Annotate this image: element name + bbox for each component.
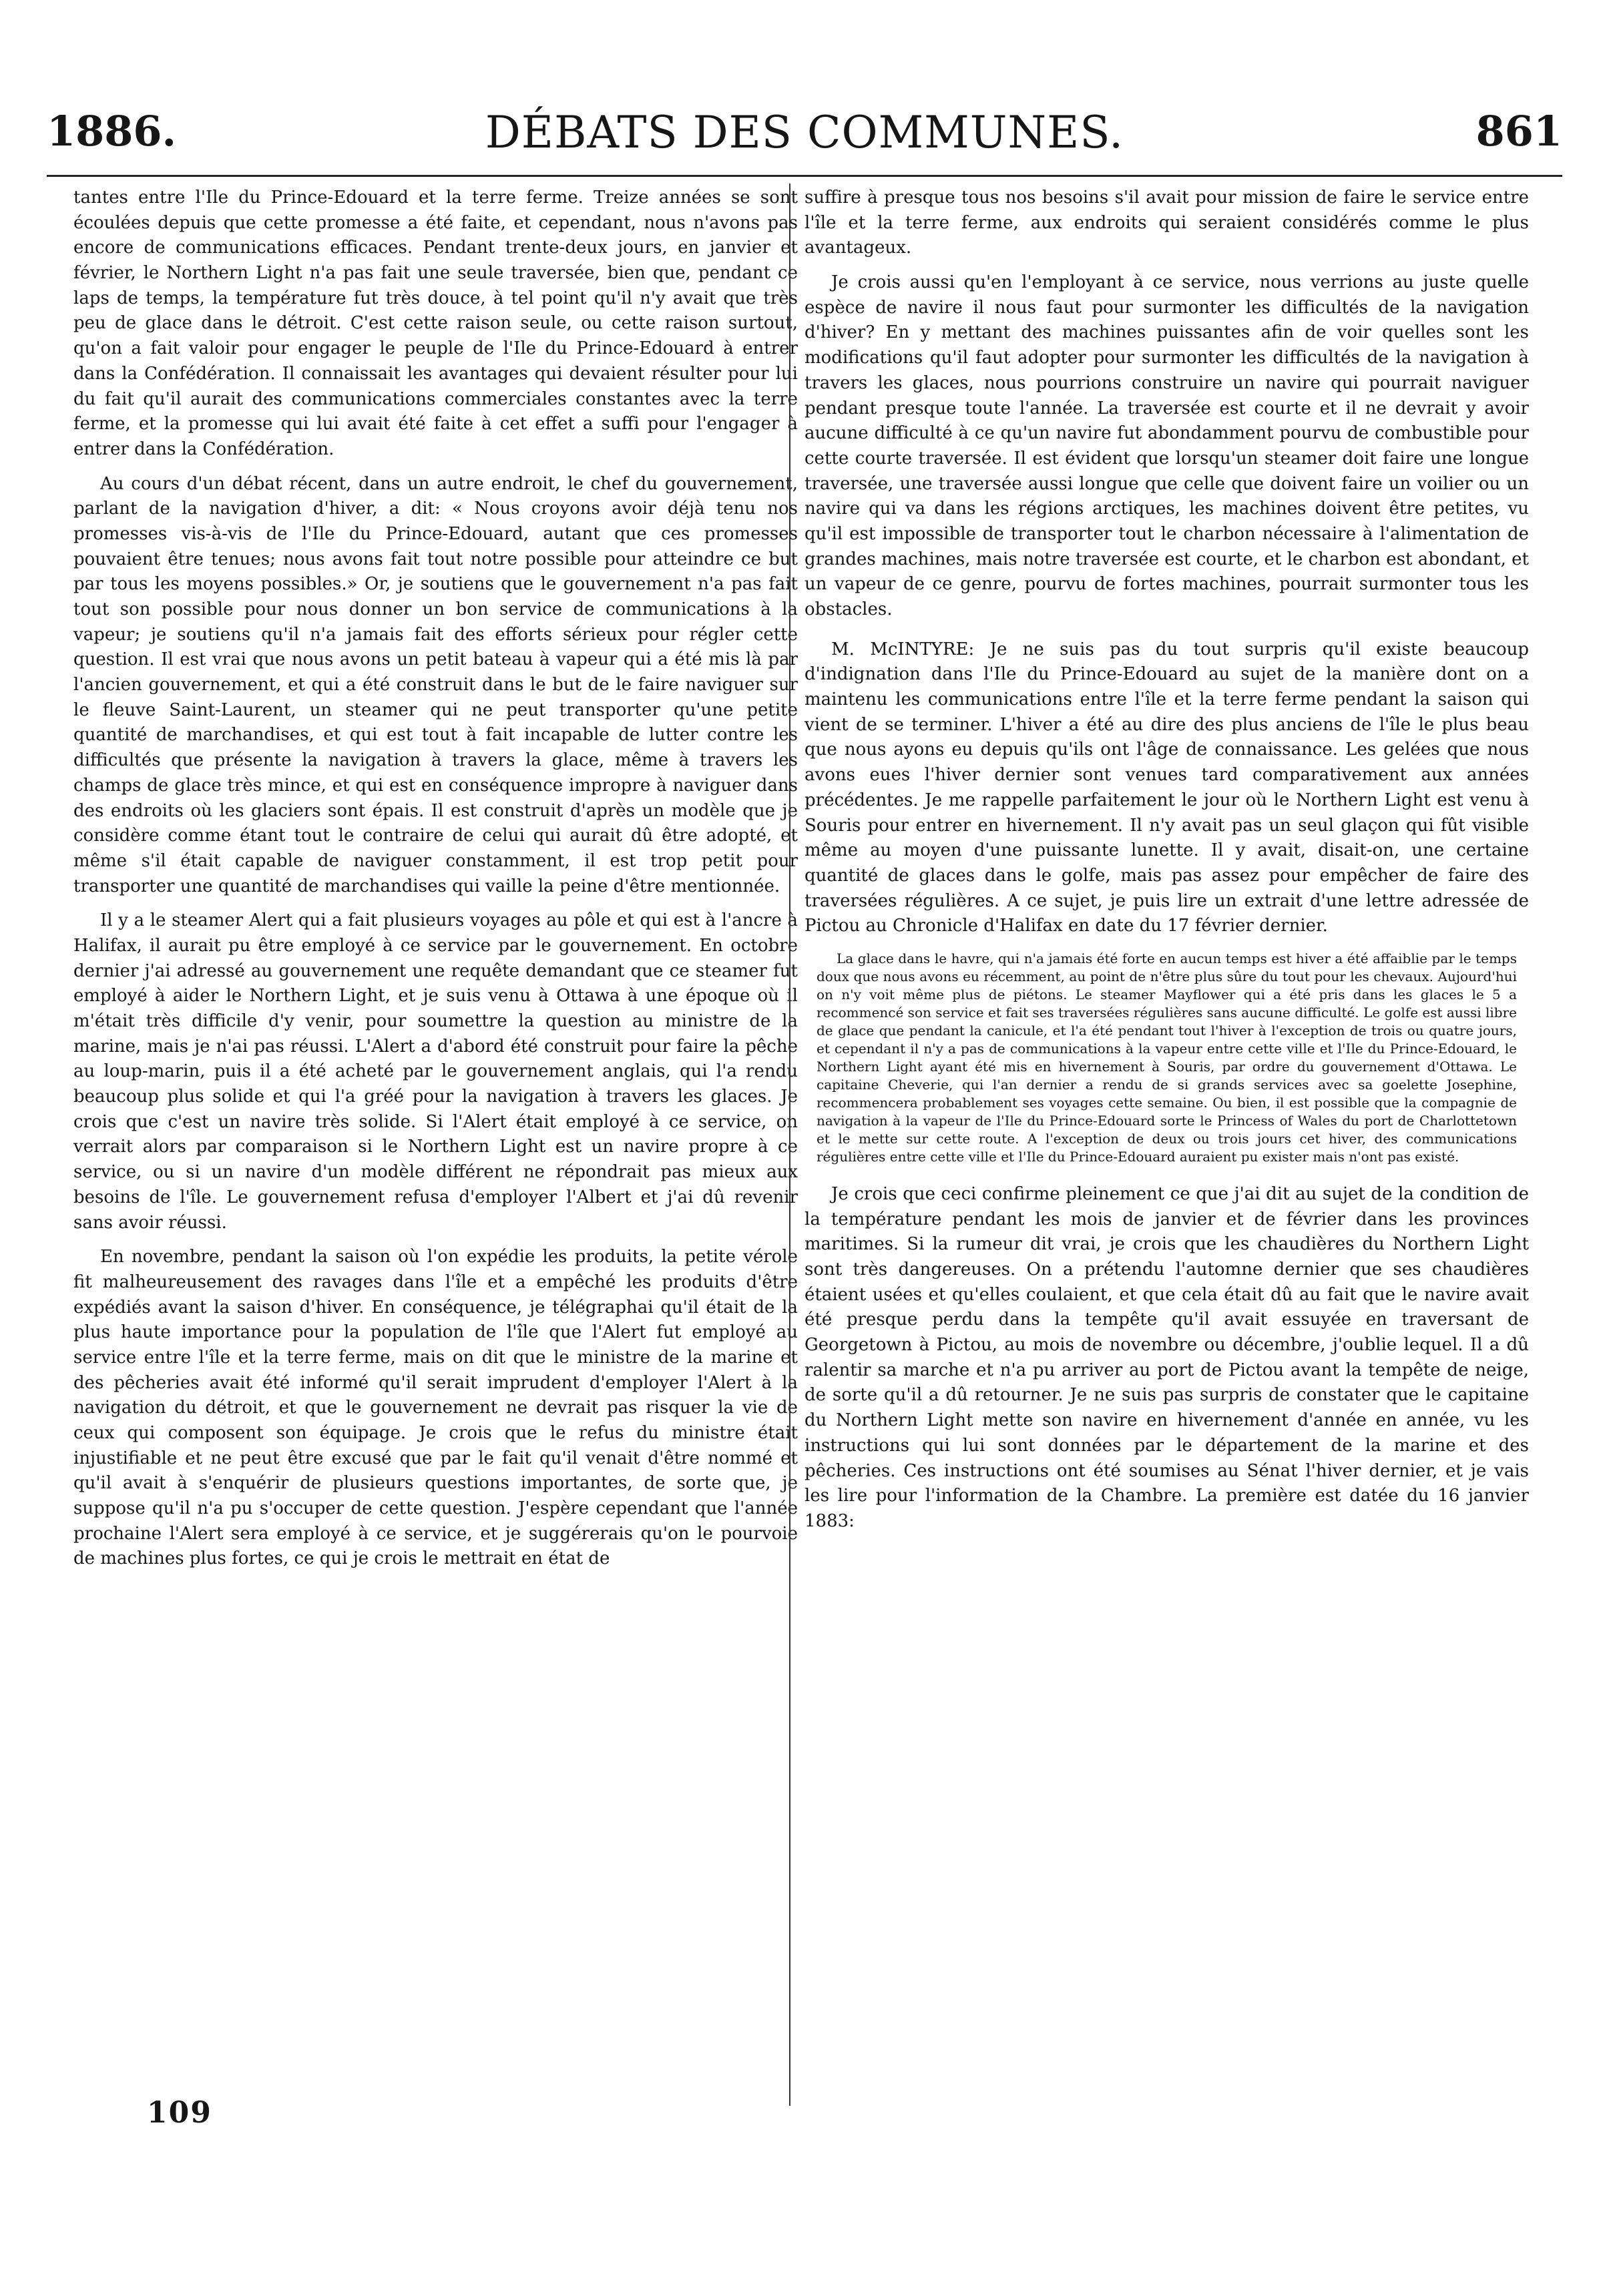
header-rule [47, 175, 1562, 177]
page-number: 861 [1475, 107, 1562, 156]
left-paragraph: En novembre, pendant la saison où l'on expédie les produits, la petite vérole fit malheureusement des ravages dans l'île et a empêché les produits d'être expédiés avant la saison d'hiver. En conséquence, je télégraphai qu'il était de la plus haute importance pour la population de l'île que l'Alert fut employé au service entre l'île et la terre ferme, mais on dit que le ministre de la marine et des pêcheries avait été informé qu'il serait imprudent d'employer l'Alert à la navigation du détroit, et que le gouvernement ne devrait pas risquer la vie de ceux qui composent son équipage. Je crois que le refus du ministre était injustifiable et ne peut être excusé que par le fait qu'il venait d'être nommé et qu'il avait à s'enquérir de plusieurs questions importantes, de sorte que, je suppose qu'il n'a pu s'occuper de cette question. J'espère cependant que l'année prochaine l'Alert sera employé à ce service, et je suggérerais qu'on le pourvoie de machines plus fortes, ce qui je crois le mettrait en état de [73, 1247, 798, 1569]
header-year: 1886. [47, 107, 177, 156]
right-paragraph: Je crois aussi qu'en l'employant à ce service, nous verrions au juste quelle espèce de navire il nous faut pour surmonter les difficultés de la navigation d'hiver? En y mettant des machines puissantes afin de voir quelles sont les modifications qu'il faut adopter pour surmonter les difficultés de la navigation à travers les glaces, nous pourrions construire un navire qui pourrait naviguer pendant presque toute l'année. La traversée est courte et il ne devrait y avoir aucune difficulté à ce qu'un navire fut abondamment pourvu de combustible pour cette courte traversée. Il est évident que lorsqu'un steamer doit faire une longue traversée, une traversée aussi longue que celle que doivent faire un voilier ou un navire qui va dans les régions arctiques, les machines doivent être petites, vu qu'il est impossible de transporter tout le charbon nécessaire à l'alimentation de grandes machines, mais notre traversée est courte, et le charbon est abondant, et un vapeur de ce genre, pourvu de fortes machines, pourrait surmonter tous les obstacles. [804, 272, 1529, 619]
left-paragraph: Il y a le steamer Alert qui a fait plusieurs voyages au pôle et qui est à l'ancre à Halifax, il aurait pu être employé à ce service par le gouvernement. En octobre dernier j'ai adressé au gouvernement une requête demandant que ce steamer fut employé à aider le Northern Light, et je suis venu à Ottawa à une époque où il m'était très difficile d'y venir, pour soumettre la question au ministre de la marine, mais je n'ai pas réussi. L'Alert a d'abord été construit pour faire la pêche au loup-marin, puis il a été acheté par le gouvernement anglais, qui l'a rendu beaucoup plus solide et qui l'a gréé pour la navigation à travers les glaces. Je crois que c'est un navire très solide. Si l'Alert était employé à ce service, on verrait alors par comparaison si le Northern Light est un navire propre à ce service, ou si un navire d'un modèle différent ne répondrait pas mieux aux besoins de l'île. Le gouvernement refusa d'employer l'Albert et j'ai dû revenir sans avoir réussi. [73, 910, 798, 1233]
page-header [47, 107, 1562, 167]
right-paragraph: Je crois que ceci confirme pleinement ce que j'ai dit au sujet de la condition de la température pendant les mois de janvier et de février dans les provinces maritimes. Si la rumeur dit vrai, je crois que les chaudières du Northern Light sont très dangereuses. On a prétendu l'automne dernier que ses chaudières étaient usées et qu'elles coulaient, et que cela était dû au fait que le navire avait été presque perdu dans la tempête qu'il avait essuyée en traversant de Georgetown à Pictou, au mois de novembre ou décembre, j'oublie lequel. Il a dû ralentir sa marche et n'a pu arriver au port de Pictou avant la tempête de neige, de sorte qu'il a dû retourner. Je ne suis pas surpris de constater que le capitaine du Northern Light mette son navire en hivernement d'année en année, vu les instructions qui lui sont données par le département de la marine et des pêcheries. Ces instructions ont été soumises au Sénat l'hiver dernier, et je vais les lire pour l'information de la Chambre. La première est datée du 16 janvier 1883: [804, 1183, 1529, 1531]
quoted-letter: La glace dans le havre, qui n'a jamais été forte en aucun temps est hiver a été affaiblie par le temps doux que nous avons eu récemment, au point de n'être plus sûre du tout pour les chevaux. Aujourd'hui on n'y voit même plus de piétons. Le steamer Mayflower qui a été pris dans les glaces le 5 a recommencé son service et fait ses traversées régulières sans aucune difficulté. Le golfe est aussi libre de glace que pendant la canicule, et l'a été pendant tout l'hiver à l'exception de trois ou quatre jours, et cependant il n'y a pas de communications à la vapeur entre cette ville et l'Ile du Prince-Edouard, le Northern Light ayant été mis en hivernement à Souris, par ordre du gouvernement d'Ottawa. Le capitaine Cheverie, qui l'an dernier a rendu de si grands services avec sa goelette Josephine, recommencera probablement ses voyages cette semaine. Ou bien, il est possible que la compagnie de navigation à la vapeur de l'Ile du Prince-Edouard sorte le Princess of Wales du port de Charlottetown et le mette sur cette route. A l'exception de deux ou trois jours cet hiver, des communications régulières entre cette ville et l'Ile du Prince-Edouard auraient pu exister mais n'ont pas existé. [817, 950, 1517, 1165]
column-divider [789, 184, 790, 2106]
right-paragraph: suffire à presque tous nos besoins s'il avait pour mission de faire le service entre l'île et la terre ferme, aux endroits qui seraient considérés comme le plus avantageux. [804, 188, 1529, 258]
right-column [804, 186, 1529, 2094]
left-paragraph: tantes entre l'Ile du Prince-Edouard et la terre ferme. Treize années se sont écoulées depuis que cette promesse a été faite, et cependant, nous n'avons pas encore de communications efficaces. Pendant trente-deux jours, en janvier et février, le Northern Light n'a pas fait une seule traversée, bien que, pendant ce laps de temps, la température fut très douce, à tel point qu'il n'y avait que très peu de glace dans le détroit. C'est cette raison seule, ou cette raison surtout, qu'on a fait valoir pour engager le peuple de l'Ile du Prince-Edouard à entrer dans la Confédération. Il connaissait les avantages qui devaient résulter pour lui du fait qu'il aurait des communications commerciales constantes avec la terre ferme, et la promesse qui lui avait été faite à cet effet a suffi pour l'engager à entrer dans la Confédération. [73, 188, 798, 459]
signature-mark: 109 [147, 2096, 212, 2130]
header-title: DÉBATS DES COMMUNES. [485, 107, 1124, 158]
left-column [73, 186, 798, 2094]
speech-mcintyre: M. McINTYRE: Je ne suis pas du tout surpris qu'il existe beaucoup d'indignation dans l'Ile du Prince-Edouard au sujet de la manière dont on a maintenu les communications entre l'île et la terre ferme pendant la saison qui vient de se terminer. L'hiver a été au dire des plus anciens de l'île le plus beau que nous ayons eu depuis qu'ils ont l'âge de connaissance. Les gelées que nous avons eues l'hiver dernier sont venues tard comparativement aux années précédentes. Je me rappelle parfaitement le jour où le Northern Light est venu à Souris pour entrer en hivernement. Il n'y avait pas un seul glaçon qui fût visible même au moyen d'une puissante lunette. Il y avait, disait-on, une certaine quantité de glaces dans le golfe, mais pas assez pour empêcher de faire des traversées régulières. A ce sujet, je puis lire un extrait d'une lettre adressée de Pictou au Chronicle d'Halifax en date du 17 février dernier. [804, 639, 1529, 936]
left-paragraph: Au cours d'un débat récent, dans un autre endroit, le chef du gouvernement, parlant de la navigation d'hiver, a dit: « Nous croyons avoir déjà tenu nos promesses vis-à-vis de l'Ile du Prince-Edouard, autant que ces promesses pouvaient être tenues; nous avons fait tout notre possible pour atteindre ce but par tous les moyens possibles.» Or, je soutiens que le gouvernement n'a pas fait tout son possible pour nous donner un bon service de communications à la vapeur; je soutiens qu'il n'a jamais fait des efforts sérieux pour régler cette question. Il est vrai que nous avons un petit bateau à vapeur qui a été mis là par l'ancien gouvernement, et qui a été construit dans le but de le faire naviguer sur le fleuve Saint-Laurent, un steamer qui ne peut transporter qu'une petite quantité de marchandises, et qui est tout à fait incapable de lutter contre les difficultés que présente la navigation à travers la glace, même à travers les champs de glace très mince, et qui est en conséquence impropre à naviguer dans des endroits où les glaciers sont épais. Il est construit d'après un modèle que je considère comme étant tout le contraire de celui qui aurait dû être adopté, et même s'il était capable de naviguer constamment, il est trop petit pour transporter une quantité de marchandises qui vaille la peine d'être mentionnée. [73, 473, 798, 896]
